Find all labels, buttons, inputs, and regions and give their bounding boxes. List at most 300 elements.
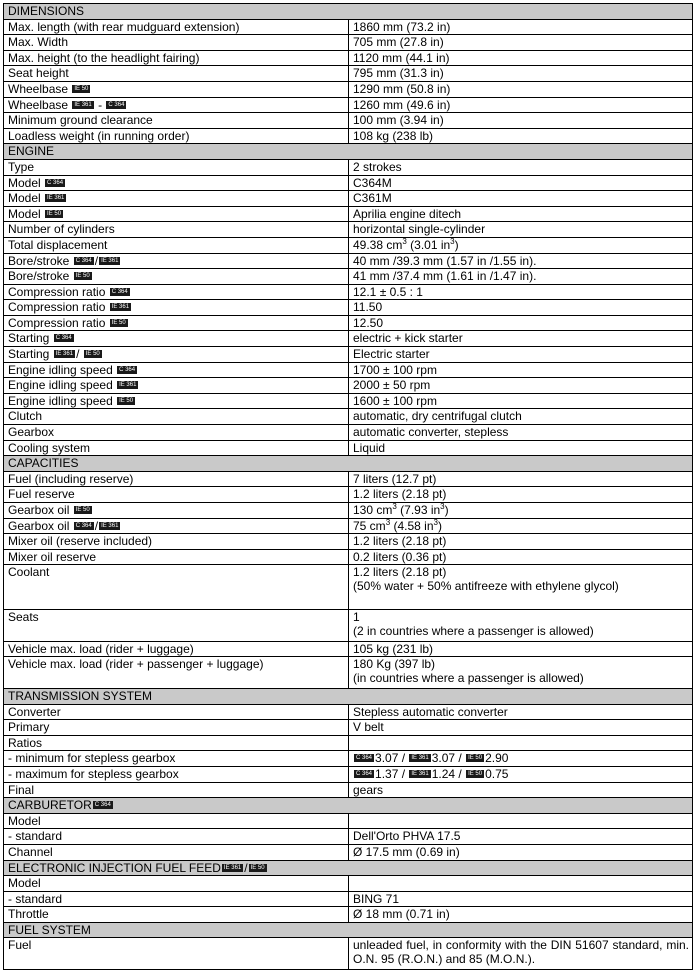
spec-row [4, 237, 693, 253]
text-segment: 49.38 cm [353, 237, 403, 252]
spec-label [4, 253, 349, 269]
spec-label [4, 518, 349, 534]
spec-value [349, 938, 693, 970]
section-title: TRANSMISSION SYSTEM [4, 688, 693, 704]
spec-label [4, 425, 349, 441]
spec-label [4, 641, 349, 657]
spec-row [4, 735, 693, 751]
section-title: FUEL SYSTEM [4, 922, 693, 938]
text-segment: automatic converter, stepless [353, 425, 509, 440]
spec-row [4, 549, 693, 565]
section-header [4, 860, 693, 876]
spec-row [4, 222, 693, 238]
spec-label [4, 269, 349, 285]
model-badge-ie-361: IE 361 [119, 382, 137, 389]
spec-row [4, 876, 693, 892]
spec-row [4, 907, 693, 923]
spec-value [349, 81, 693, 97]
spec-value [349, 378, 693, 394]
text-segment: (7.93 in [396, 503, 441, 517]
text-segment: Bore/stroke [8, 253, 73, 268]
text-segment: (2 in countries where a passenger is allowed) [353, 624, 594, 639]
text-segment: Seats [8, 610, 39, 625]
text-segment: 0.2 liters (0.36 pt) [353, 549, 447, 564]
spec-label [4, 657, 349, 689]
model-badge-ie-361: IE 361 [411, 770, 429, 777]
spec-value [349, 487, 693, 503]
spec-row [4, 66, 693, 82]
text-segment: - maximum for stepless gearbox [8, 766, 179, 781]
spec-value [349, 393, 693, 409]
text-segment: 1700 ± 100 rpm [353, 362, 437, 377]
spec-label [4, 175, 349, 191]
spec-row [4, 565, 693, 610]
text-segment: 105 kg (231 lb) [353, 641, 434, 656]
spec-label [4, 487, 349, 503]
text-segment: 1600 ± 100 rpm [353, 393, 437, 408]
spec-value [349, 657, 693, 689]
spec-row [4, 362, 693, 378]
text-segment: Engine idling speed [8, 362, 117, 377]
spec-label [4, 891, 349, 907]
text-segment: Ø 17.5 mm (0.69 in) [353, 844, 460, 859]
spec-row [4, 175, 693, 191]
spec-value [349, 269, 693, 285]
text-segment: Mixer oil (reserve included) [8, 534, 153, 549]
spec-value [349, 503, 693, 519]
spec-label [4, 440, 349, 456]
spec-value [349, 844, 693, 860]
spec-value [349, 425, 693, 441]
text-segment: 2000 ± 50 rpm [353, 378, 431, 393]
spec-value [349, 19, 693, 35]
superscript: 3 [440, 502, 445, 511]
spec-value [349, 641, 693, 657]
text-segment: Max. Width [8, 35, 69, 50]
model-badge-ie-361: IE 361 [74, 101, 92, 108]
spec-row [4, 891, 693, 907]
text-segment: 1120 mm (44.1 in) [353, 50, 450, 65]
spec-value [349, 50, 693, 66]
text-segment: Number of cylinders [8, 222, 115, 237]
text-segment: 40 mm /39.3 mm (1.57 in /1.55 in). [353, 253, 537, 268]
spec-label [4, 50, 349, 66]
model-badge-ie-50: IE 50 [75, 273, 90, 280]
spec-row [4, 610, 693, 642]
text-segment: Gearbox [8, 425, 55, 440]
superscript: 3 [450, 236, 455, 246]
text-segment: 1 [353, 610, 360, 625]
text-segment: horizontal single-cylinder [353, 222, 486, 237]
text-segment: Channel [8, 844, 53, 859]
text-segment: 2 strokes [353, 159, 402, 174]
model-badge-c-364: C 364 [356, 755, 373, 762]
spec-value [349, 549, 693, 565]
spec-value [349, 829, 693, 845]
text-segment: Compression ratio [8, 284, 109, 299]
spec-label [4, 704, 349, 720]
spec-label [4, 35, 349, 51]
text-segment: 7 liters (12.7 pt) [353, 471, 437, 486]
model-badge-c-364: C 364 [47, 179, 64, 186]
spec-label [4, 97, 349, 113]
spec-value [349, 253, 693, 269]
text-segment: 1.24 / [431, 766, 466, 781]
text-segment: 3.07 / [431, 751, 466, 766]
text-segment: 108 kg (238 lb) [353, 128, 434, 143]
spec-value [349, 518, 693, 534]
spec-label [4, 237, 349, 253]
section-header [4, 922, 693, 938]
spec-label [4, 206, 349, 222]
text-segment: 2.90 [485, 751, 509, 766]
spec-label [4, 347, 349, 363]
spec-value [349, 206, 693, 222]
section-title: CAPACITIES [4, 456, 693, 472]
section-header [4, 798, 693, 814]
spec-row [4, 19, 693, 35]
text-segment: CARBURETOR [8, 798, 92, 813]
spec-row [4, 704, 693, 720]
text-segment: Gearbox oil [8, 518, 73, 533]
spec-label [4, 503, 349, 519]
text-segment: 1860 mm (73.2 in) [353, 19, 451, 34]
model-badge-ie-50: IE 50 [250, 864, 265, 871]
model-badge-ie-361: IE 361 [223, 864, 242, 871]
spec-row [4, 657, 693, 689]
text-segment: - minimum for stepless gearbox [8, 751, 176, 766]
text-segment: Type [8, 159, 35, 174]
spec-label [4, 534, 349, 550]
spec-label [4, 393, 349, 409]
model-badge-c-364: C 364 [75, 257, 92, 264]
superscript: 3 [402, 236, 407, 246]
text-segment: Liquid [353, 440, 386, 455]
spec-label [4, 362, 349, 378]
spec-row [4, 641, 693, 657]
spec-row [4, 829, 693, 845]
spec-value [349, 813, 693, 829]
model-badge-c-364: C 364 [119, 366, 136, 373]
spec-row [4, 518, 693, 534]
spec-row [4, 720, 693, 736]
text-segment: 705 mm (27.8 in) [353, 35, 444, 50]
text-segment: Converter [8, 704, 61, 719]
text-segment: Starting [8, 331, 53, 346]
section-header [4, 4, 693, 20]
text-segment: ) [454, 237, 459, 252]
text-segment: Model [8, 175, 45, 190]
text-segment: Max. length (with rear mudguard extension) [8, 19, 240, 34]
spec-label [4, 766, 349, 782]
spec-row [4, 331, 693, 347]
text-segment: Bore/stroke [8, 269, 73, 284]
superscript: 3 [385, 517, 391, 527]
model-badge-ie-50: IE 50 [74, 85, 89, 92]
text-segment: Dell'Orto PHVA 17.5 [353, 829, 461, 844]
spec-value [349, 610, 693, 642]
text-segment: Loadless weight (in running order) [8, 128, 190, 143]
spec-row [4, 159, 693, 175]
text-segment: Stepless automatic converter [353, 704, 508, 719]
text-segment: gears [353, 782, 384, 797]
text-segment: / [94, 253, 99, 268]
text-segment: 795 mm (31.3 in) [353, 66, 444, 81]
spec-row [4, 35, 693, 51]
model-badge-ie-50: IE 50 [85, 351, 100, 358]
text-segment: Model [8, 813, 41, 828]
spec-value [349, 237, 693, 253]
spec-row [4, 813, 693, 829]
text-segment: Clutch [8, 409, 43, 424]
spec-row [4, 191, 693, 207]
spec-label [4, 409, 349, 425]
model-badge-ie-361: IE 361 [55, 351, 74, 358]
section-header [4, 688, 693, 704]
spec-value [349, 66, 693, 82]
section-title: ENGINE [4, 144, 693, 160]
spec-label [4, 113, 349, 129]
spec-value [349, 113, 693, 129]
spec-label [4, 81, 349, 97]
section-header [4, 456, 693, 472]
text-segment: unleaded fuel, in conformity with the DIN 51607 standard, min. O.N. 95 (R.O.N.) and 85 (M.O.N.). [353, 938, 689, 967]
spec-value [349, 735, 693, 751]
spec-label [4, 300, 349, 316]
text-segment: Ratios [8, 735, 43, 750]
text-segment: Wheelbase [8, 97, 72, 112]
spec-value [349, 782, 693, 798]
text-segment: C361M [353, 191, 392, 206]
text-segment: Model [8, 206, 45, 221]
spec-value [349, 331, 693, 347]
text-segment: Compression ratio [8, 300, 109, 315]
spec-row [4, 487, 693, 503]
spec-row [4, 347, 693, 363]
text-segment: 1.2 liters (2.18 pt) [353, 487, 447, 502]
spec-row [4, 440, 693, 456]
text-segment: Vehicle max. load (rider + luggage) [8, 641, 194, 656]
spec-label [4, 315, 349, 331]
model-badge-ie-50: IE 50 [47, 210, 62, 217]
spec-label [4, 938, 349, 970]
spec-value [349, 347, 693, 363]
text-segment: Final [8, 782, 35, 797]
spec-value [349, 191, 693, 207]
text-segment: 0.75 [485, 766, 509, 781]
spec-row [4, 393, 693, 409]
text-segment: / [244, 860, 248, 875]
model-badge-ie-361: IE 361 [411, 755, 429, 762]
spec-label [4, 829, 349, 845]
spec-value [349, 907, 693, 923]
text-segment: (4.58 in [390, 518, 434, 533]
spec-row [4, 315, 693, 331]
model-badge-c-364: C 364 [108, 101, 125, 108]
text-segment: 1.37 / [375, 766, 409, 781]
text-segment: Seat height [8, 66, 69, 81]
spec-label [4, 844, 349, 860]
text-segment: Fuel reserve [8, 487, 75, 502]
spec-label [4, 222, 349, 238]
text-segment: - standard [8, 891, 63, 906]
superscript: 3 [392, 502, 397, 511]
text-segment: Throttle [8, 907, 49, 922]
section-title [4, 860, 693, 876]
spec-row [4, 113, 693, 129]
model-badge-ie-361: IE 361 [101, 257, 119, 264]
spec-row [4, 766, 693, 782]
text-segment: 12.50 [353, 315, 384, 330]
text-segment: (50% water + 50% antifreeze with ethylene glycol) [353, 579, 619, 594]
spec-label [4, 128, 349, 144]
text-segment: V belt [353, 720, 384, 735]
text-segment: 75 cm [353, 518, 386, 533]
model-badge-c-364: C 364 [55, 335, 72, 342]
text-segment: 180 Kg (397 lb) [353, 657, 436, 672]
text-segment: electric + kick starter [353, 331, 463, 346]
text-segment: 41 mm /37.4 mm (1.61 in /1.47 in). [353, 269, 537, 284]
spec-row [4, 471, 693, 487]
text-segment: Fuel [8, 938, 32, 953]
text-segment: Engine idling speed [8, 393, 117, 408]
text-segment: Max. height (to the headlight fairing) [8, 50, 200, 65]
model-badge-ie-50: IE 50 [119, 397, 134, 404]
spec-value [349, 766, 693, 782]
spec-value [349, 159, 693, 175]
text-segment: ELECTRONIC INJECTION FUEL FEED [8, 860, 221, 875]
spec-row [4, 425, 693, 441]
spec-label [4, 782, 349, 798]
spec-label [4, 735, 349, 751]
spec-row [4, 300, 693, 316]
text-segment: Aprilia engine ditech [353, 206, 462, 221]
text-segment: Ø 18 mm (0.71 in) [353, 907, 450, 922]
text-segment: Compression ratio [8, 315, 109, 330]
spec-value [349, 534, 693, 550]
text-segment: / [76, 347, 83, 362]
spec-row [4, 128, 693, 144]
text-segment: 1290 mm (50.8 in) [353, 81, 451, 96]
text-segment: 1.2 liters (2.18 pt) [353, 565, 447, 580]
spec-row [4, 534, 693, 550]
spec-label [4, 549, 349, 565]
spec-label [4, 378, 349, 394]
spec-label [4, 751, 349, 767]
spec-row [4, 97, 693, 113]
spec-label [4, 565, 349, 610]
text-segment: Electric starter [353, 347, 430, 362]
spec-value [349, 284, 693, 300]
spec-label [4, 191, 349, 207]
model-badge-c-364: C 364 [111, 288, 128, 295]
spec-label [4, 720, 349, 736]
model-badge-ie-50: IE 50 [75, 507, 90, 513]
model-badge-ie-361: IE 361 [111, 304, 130, 311]
section-title: DIMENSIONS [4, 4, 693, 20]
spec-label [4, 907, 349, 923]
text-segment: Primary [8, 720, 50, 735]
superscript: 3 [433, 517, 438, 527]
text-segment: Minimum ground clearance [8, 113, 153, 128]
specifications-table [3, 3, 693, 970]
spec-value [349, 97, 693, 113]
spec-row [4, 409, 693, 425]
text-segment: ) [444, 503, 449, 517]
text-segment: 130 cm [353, 503, 393, 517]
text-segment: Mixer oil reserve [8, 549, 97, 564]
model-badge-ie-50: IE 50 [468, 755, 483, 762]
spec-row [4, 844, 693, 860]
model-badge-ie-361: IE 361 [101, 522, 119, 529]
text-segment: Cooling system [8, 440, 91, 455]
text-segment: (3.01 in [406, 237, 451, 252]
spec-row [4, 378, 693, 394]
spec-label [4, 19, 349, 35]
model-badge-c-364: C 364 [75, 522, 92, 529]
spec-value [349, 222, 693, 238]
spec-value [349, 720, 693, 736]
spec-value [349, 362, 693, 378]
spec-value [349, 891, 693, 907]
text-segment: Starting [8, 347, 53, 362]
model-badge-ie-50: IE 50 [468, 770, 483, 777]
spec-row [4, 938, 693, 970]
text-segment: - standard [8, 829, 63, 844]
spec-value [349, 704, 693, 720]
text-segment: 3.07 / [375, 751, 409, 766]
spec-label [4, 471, 349, 487]
text-segment: BING 71 [353, 891, 400, 906]
spec-row [4, 284, 693, 300]
text-segment: ) [437, 518, 442, 533]
text-segment: 1.2 liters (2.18 pt) [353, 534, 447, 549]
spec-row [4, 503, 693, 519]
spec-value [349, 315, 693, 331]
spec-row [4, 81, 693, 97]
text-segment: - [94, 97, 106, 112]
spec-row [4, 253, 693, 269]
spec-value [349, 409, 693, 425]
text-segment: Vehicle max. load (rider + passenger + luggage) [8, 657, 264, 672]
text-segment: Total displacement [8, 237, 108, 252]
model-badge-c-364: C 364 [356, 770, 373, 777]
spec-value [349, 751, 693, 767]
model-badge-ie-361: IE 361 [47, 195, 65, 202]
text-segment: 12.1 ± 0.5 : 1 [353, 284, 423, 299]
text-segment: 100 mm (3.94 in) [353, 113, 444, 128]
spec-value [349, 876, 693, 892]
section-header [4, 144, 693, 160]
text-segment: Fuel (including reserve) [8, 471, 134, 486]
text-segment: Wheelbase [8, 81, 72, 96]
spec-row [4, 751, 693, 767]
text-segment: 1260 mm (49.6 in) [353, 97, 451, 112]
spec-value [349, 128, 693, 144]
spec-row [4, 50, 693, 66]
spec-row [4, 269, 693, 285]
model-badge-ie-50: IE 50 [111, 319, 126, 326]
spec-label [4, 610, 349, 642]
spec-value [349, 175, 693, 191]
text-segment: Model [8, 876, 41, 891]
spec-label [4, 813, 349, 829]
spec-label [4, 284, 349, 300]
spec-label [4, 876, 349, 892]
text-segment: Gearbox oil [8, 503, 73, 517]
spec-row [4, 782, 693, 798]
spec-label [4, 66, 349, 82]
